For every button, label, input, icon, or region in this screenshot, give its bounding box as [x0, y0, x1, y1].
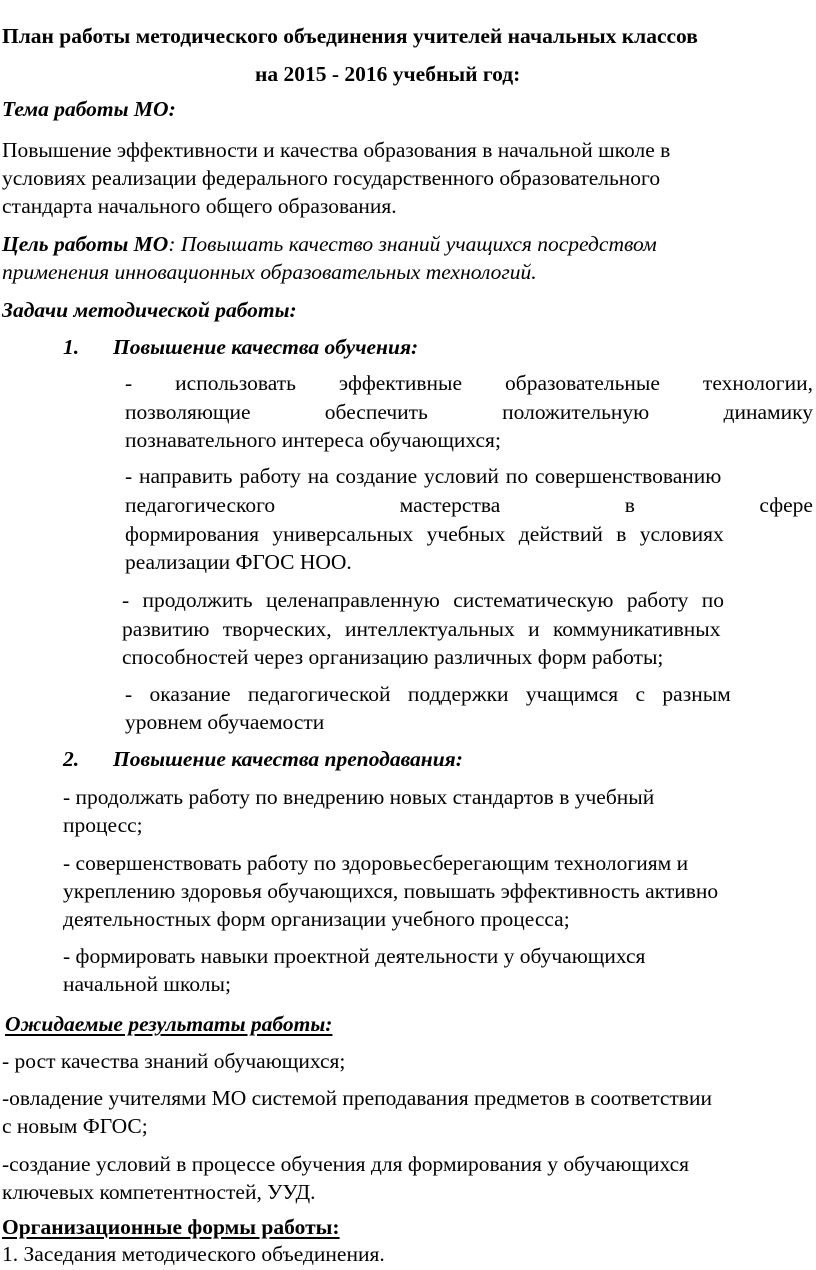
task1-item-b-line-3: формирования универсальных учебных действий в условиях	[125, 522, 724, 546]
goal-text-line-1: : Повышать качество знаний учащихся посредством	[168, 232, 657, 256]
task2-item-b-line-1: - совершенствовать работу по здоровьесберегающим технологиям и	[63, 851, 689, 875]
word: педагогического	[125, 493, 276, 517]
task2-item-c-line-1: - формировать навыки проектной деятельности у обучающихся	[63, 944, 646, 968]
theme-text-line-3: стандарта начального общего образования.	[2, 194, 397, 218]
word: положительную	[502, 400, 650, 424]
task2-item-a-line-1: - продолжать работу по внедрению новых стандартов в учебный	[63, 785, 655, 809]
task2-heading: Повышение качества преподавания:	[113, 747, 463, 771]
word: -	[125, 371, 133, 395]
task1-item-c-line-1: - продолжить целенаправленную систематическую работу по	[122, 588, 725, 612]
goal-text-line-2: применения инновационных образовательных технологий.	[2, 260, 537, 284]
results-item-c-line-1: -создание условий в процессе обучения для формирования у обучающихся	[2, 1152, 690, 1176]
task2-item-b-line-3: деятельностных форм организации учебного процесса;	[63, 907, 570, 931]
task1-item-c-line-2: развитию творческих, интеллектуальных и коммуникативных	[122, 617, 721, 641]
word: эффективные	[338, 371, 462, 395]
document-title-line-2: на 2015 - 2016 учебный год:	[255, 62, 521, 86]
word: позволяющие	[125, 400, 251, 424]
task1-item-a-line-2	[125, 402, 813, 424]
task1-item-b-line-1: - направить работу на создание условий по совершенствованию	[125, 464, 722, 488]
word: в	[624, 493, 635, 517]
task1-item-d-line-2: уровнем обучаемости	[125, 710, 325, 734]
task2-item-a-line-2: процесс;	[63, 813, 143, 837]
task1-number: 1.	[63, 335, 80, 359]
task2-number: 2.	[63, 747, 80, 771]
word: образовательные	[505, 371, 660, 395]
forms-item-1: 1. Заседания методического объединения.	[2, 1242, 385, 1266]
task1-item-d-line-1: - оказание педагогической поддержки учащимся с разным	[125, 682, 731, 706]
results-item-a: - рост качества знаний обучающихся;	[2, 1049, 346, 1073]
goal-paragraph-line-1	[2, 234, 657, 256]
task1-item-b-line-2	[125, 495, 813, 517]
task2-item-b-line-2: укреплению здоровья обучающихся, повышать эффективность активно	[63, 879, 719, 903]
theme-text-line-1: Повышение эффективности и качества образования в начальной школе в	[2, 138, 671, 162]
word: мастерства	[399, 493, 501, 517]
word: сфере	[759, 493, 813, 517]
tasks-label: Задачи методической работы:	[2, 298, 297, 322]
theme-text-line-2: условиях реализации федерального государственного образовательного	[2, 166, 661, 190]
forms-label: Организационные формы работы:	[2, 1215, 340, 1239]
task1-item-c-line-3: способностей через организацию различных форм работы;	[122, 645, 664, 669]
word: динамику	[723, 400, 813, 424]
task1-item-b-line-4: реализации ФГОС НОО.	[125, 550, 352, 574]
word: обеспечить	[324, 400, 428, 424]
task2-item-c-line-2: начальной школы;	[63, 972, 231, 996]
results-item-b-line-2: с новым ФГОС;	[2, 1114, 148, 1138]
task1-item-a-line-1	[125, 373, 813, 395]
word: технологии,	[702, 371, 813, 395]
theme-label: Тема работы МО:	[2, 97, 176, 121]
task1-heading: Повышение качества обучения:	[113, 335, 419, 359]
word: использовать	[175, 371, 296, 395]
task1-item-a-line-3: познавательного интереса обучающихся;	[125, 428, 501, 452]
results-label: Ожидаемые результаты работы:	[5, 1012, 333, 1036]
results-item-c-line-2: ключевых компетентностей, УУД.	[2, 1180, 316, 1204]
document-title-line-1: План работы методического объединения учителей начальных классов	[2, 24, 698, 48]
results-item-b-line-1: -овладение учителями МО системой преподавания предметов в соответствии	[2, 1086, 712, 1110]
goal-label: Цель работы МО	[2, 232, 169, 256]
